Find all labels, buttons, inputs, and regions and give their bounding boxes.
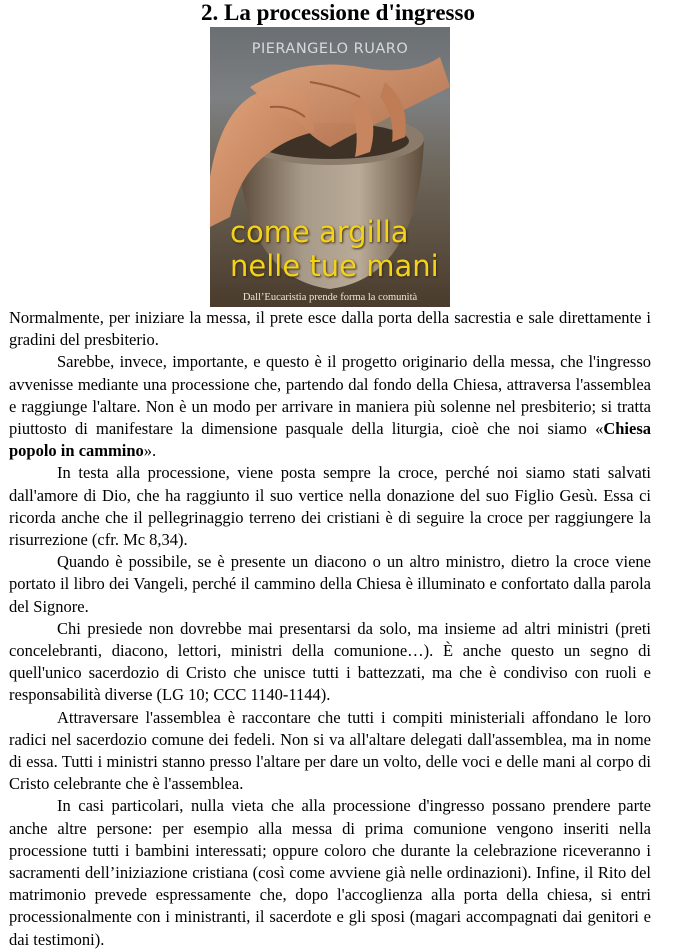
paragraph bbox=[9, 351, 651, 462]
emphasis-text: Chiesa popolo in cammino bbox=[9, 419, 651, 461]
cover-author: PIERANGELO RUARO bbox=[251, 41, 409, 57]
paragraph-text: Sarebbe, invece, importante, e questo è il progetto originario della messa, che l'ingresso avvenisse mediante una processione che, partendo dal fondo della Chiesa, attraversa l'assemblea e raggiunge l'altare. Non è un modo per arrivare in maniera più solenne nel presbiterio; si tratta piuttosto di manifestare la dimensione pasquale della liturgia, cioè che noi siamo « bbox=[9, 352, 651, 439]
paragraph: Attraversare l'assemblea è raccontare che tutti i compiti ministeriali affondano le loro radici nel sacerdozio comune dei fedeli. Non si va all'altare delegati dall'assemblea, ma in nome di essa. Tutti i ministri stanno presso l'altare per dare un volto, delle voci e delle mani al corpo di Cristo celebrante che è l'assemblea. bbox=[9, 707, 651, 794]
cover-subtitle: Dall’Eucaristia prende forma la comunità bbox=[242, 292, 418, 303]
paragraph: Quando è possibile, se è presente un diacono o un altro ministro, dietro la croce viene portato il libro dei Vangeli, perché il cammino della Chiesa è illuminato e confortato dalla parola del Signore. bbox=[9, 552, 651, 616]
book-cover-image bbox=[210, 27, 450, 307]
paragraph: In testa alla processione, viene posta sempre la croce, perché noi siamo stati salvati dall'amore di Dio, che ha raggiunto il suo vertice nella donazione del suo Figlio Gesù. Essa ci ricorda anche che il pellegrinaggio terreno dei cristiani è di seguire la croce per raggiungere la risurrezione (cfr. Mc 8,34). bbox=[9, 463, 651, 550]
paragraph: Chi presiede non dovrebbe mai presentarsi da solo, ma insieme ad altri ministri (preti concelebranti, diacono, lettori, ministri della comunione…). È anche questo un segno di quell'unico sacerdozio di Cristo che unisce tutti i battezzati, ma che è condiviso con ruoli e responsabilità diverse (LG 10; CCC 1140-1144). bbox=[9, 618, 651, 705]
paragraph: Normalmente, per iniziare la messa, il prete esce dalla porta della sacrestia e sale direttamente i gradini del presbiterio. bbox=[9, 308, 651, 350]
page-title: 2. La processione d'ingresso bbox=[201, 0, 475, 25]
cover-title bbox=[230, 215, 445, 283]
paragraph: In casi particolari, nulla vieta che alla processione d'ingresso possano prendere parte anche altre persone: per esempio alla messa di prima comunione vengono inseriti nella processione tutti i bambini interessati; oppure coloro che durante la celebrazione riceveranno i sacramenti dell’iniziazione cristiana (così come avviene già nelle ordinazioni). Infine, il Rito del matrimonio prevede espressamente che, dopo l'accoglienza alla porta della chiesa, si entri processionalmente con i ministranti, il sacerdote e gli sposi (magari accompagnati dai genitori e dai testimoni). bbox=[9, 796, 651, 949]
cover-title-line-2: nelle tue mani bbox=[230, 249, 439, 283]
cover-title-line-1: come argilla bbox=[230, 215, 409, 249]
paragraph-text: ». bbox=[143, 441, 157, 461]
body-text bbox=[9, 307, 651, 951]
